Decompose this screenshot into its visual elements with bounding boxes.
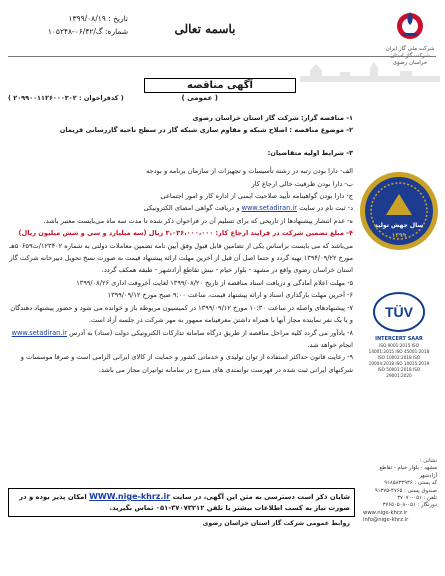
tuv-certification: [366, 292, 432, 379]
header-divider: [8, 56, 436, 57]
tuv-cert-list: ISO 9001:2015 ISO 14001:2015 ISO 45001:2018 ISO 10002:2018 ISO 10004:2018 ISO 10015:2019 ISO 50001:2018 ISO 29001:2020: [368, 343, 430, 378]
number-label: شماره: گ/۰۶/۴۲-۱۰۵۲۴۸: [47, 27, 128, 36]
item-2-label: ۲- موضوع مناقصه :: [289, 126, 353, 135]
item-8: [8, 327, 353, 352]
seal-emblem-icon: [358, 170, 440, 252]
company-logo: [385, 6, 435, 67]
item-7: ۷- پیشنهادهای واصله در ساعت ۱۰:۳۰ مورخ ۱۳۹۹/۰۹/۱۲ در کمیسیون مربوطه باز و خوانده می شود و حضور پیشنهاد دهندگان و یا یک نفر نماینده مجاز آنها با همراه داشتن معرفینامه ممهور به مهر شرکت در جلسه آزاد است.: [10, 303, 353, 325]
item-4: [8, 227, 353, 277]
seal-year: ۱۳۹۹: [391, 232, 407, 239]
setadiran-link[interactable]: www.setadiran.ir: [241, 204, 297, 213]
company-logo-text-2: خراسان رضوی: [392, 60, 428, 66]
po-box: صندوق پستی : ۴۷۶۵-۹۱۳۷۵: [374, 487, 437, 494]
info-box-line-1: [13, 491, 350, 503]
notice-type: ( عمومی ): [181, 94, 218, 102]
notice-body: [8, 112, 353, 376]
notice-code: ( کدفراخوان : ۲۰۹۹۰۰۱۱۲۶۰۰۰۳۰۲ ): [8, 94, 124, 102]
item-6: ۶- آخرین مهلت بارگذاری اسناد و ارائه پیشنهاد قیمت، ساعت ۹:۰۰ صبح مورخ ۱۳۹۹/۰۹/۱۲: [107, 291, 353, 300]
website[interactable]: www.nige-khrz.ir: [363, 509, 408, 516]
gas-company-logo-icon: [385, 6, 435, 42]
letter-meta: [8, 12, 128, 38]
phone: تلفن : ۰۵۱-۳۷۰۷۰: [397, 495, 437, 502]
info-box-line-1-post: امکان پذیر بوده و در: [19, 493, 87, 501]
item-4-text: می‌باشد که می بایست براساس یکی از تضامین قابل قبول وفق آیین نامه تضمین معاملات دولتی به شماره ۱۲۳۴۰۲/ت۵۰۶۵۹هـ مورخ ۱۳۹۴/۰۹/۲۲ تهیه گردد و حتما اصل آن قبل از آخرین مهلت ارائه پیشنهاد قیمت به صورت نسخ تحویل دبیرخانه شرکت گاز استان خراسان رضوی واقع در مشهد - بلوار خیام - نبش تقاطع آزادشهر - طبقه همکف گردد.: [9, 241, 353, 275]
tuv-subtitle: INTERCERT SAAR: [375, 336, 423, 342]
bismillah: باسمه تعالی: [174, 22, 236, 36]
address-label: نشانی :: [419, 458, 437, 464]
tuv-logo-icon: [373, 292, 425, 332]
item-3-d: [8, 202, 353, 214]
item-8-pre: ۸- یادآور می گردد کلیه مراحل مناقصه از طریق درگاه سامانه تدارکات الکترونیکی دولت (ستاد) به آدرس: [69, 328, 353, 337]
skyline-decoration-icon: [300, 60, 440, 82]
fax: دورنگار : ۰۵۱-۳۷۶۵۰۵۰۸: [382, 502, 437, 509]
item-4-amount: ۳،۰۳۶،۰۰۰،۰۰۰ ریال (سه میلیارد و سی و شش میلیون ریال): [18, 229, 214, 238]
info-box-line-2: صورت نیاز به کسب اطلاعات بیشتر با تلفن ۳۷۰۷۳۲۱۲-۰۵۱ تماس بگیرید.: [109, 504, 350, 512]
notice-subtitle-row: [8, 94, 368, 106]
item-3: ۳- شرایط اولیه متقاضیان:: [267, 148, 353, 157]
item-3-a: الف- دارا بودن رتبه در رشته تأسیسات و تجهیزات از سازمان برنامه و بودجه: [146, 167, 353, 176]
item-9: ۹- رعایت قانون حداکثر استفاده از توان تولیدی و خدماتی کشور و حمایت از کالای ایرانی الزامی است و صرفا موسسات و شرکتهای ایرانی ثبت شده در فهرست توانمندی های مندرج در سامانه توانیران مجاز می باشد.: [20, 353, 353, 374]
postal-code: کد پستی : ۹۱۸۵۸۳۳۹۳۶: [384, 480, 437, 487]
item-8-post: انجام خواهد شد.: [307, 340, 353, 349]
item-3-d-post: و دریافت گواهی امضای الکترونیکی: [143, 204, 240, 213]
info-box: [8, 488, 355, 517]
setadiran-link-2[interactable]: www.setadiran.ir: [11, 328, 67, 337]
item-3-d-pre: د- ثبت نام در سایت: [299, 204, 353, 213]
item-3-b: ب- دارا بودن ظرفیت خالی ارجاع کار: [251, 179, 353, 188]
item-1-label: ۱- مناقصه گزار:: [300, 114, 353, 122]
nige-khrz-link[interactable]: WWW.nige-khrz.ir: [89, 492, 171, 501]
tuv-brand-text: TÜV: [385, 304, 413, 320]
seal-label: سال جهش تولید: [374, 222, 424, 229]
email[interactable]: info@nige-khrz.ir: [363, 517, 409, 524]
address: مشهد - بلوار خیام - تقاطع آزادشهر: [379, 465, 437, 479]
date-label: تاریخ : ۱۳۹۹/۰۸/۱۹: [68, 14, 128, 23]
item-5: ۵- مهلت اعلام آمادگی و دریافت اسناد مناقصه از تاریخ ۱۳۹۹/۰۸/۲۰ لغایت آخروقت اداری ۱۳۹۹/۰۸/۲۶: [76, 278, 353, 287]
item-3-c: ج- دارا بودن گواهینامه تأیید صلاحیت ایمنی از اداره کار و امور اجتماعی: [160, 192, 353, 201]
contact-sidebar: [363, 458, 437, 525]
item-4-label: ۴- مبلغ تضمین شرکت در فرایند ارجاع کار:: [215, 229, 353, 238]
item-1-value: شرکت گاز استان خراسان رضوی: [192, 114, 299, 122]
company-logo-text-1: شرکت ملی گاز ایران: [385, 46, 435, 52]
info-box-line-1-pre: شایان ذکر است دسترسی به متن این آگهی، در سایت: [172, 493, 350, 501]
item-2-value: اصلاح شبکه و مقاوم سازی شبکه گاز در سطح ناحیه گازرسانی فریمان: [59, 126, 288, 135]
item-2: [8, 124, 353, 136]
signature: روابط عمومی شرکت گاز استان خراسان رضوی: [202, 520, 350, 527]
production-year-seal: [358, 170, 440, 252]
item-1: [8, 112, 353, 124]
notice-title: آگهی مناقصه: [144, 78, 296, 93]
item-3-e: ه- عدم انتشار پیشنهادها از تاریخی که برای تسلیم آن در فراخوان ذکر شده تا مدت سه ماه می‌بایست معتبر باشد.: [43, 216, 353, 225]
